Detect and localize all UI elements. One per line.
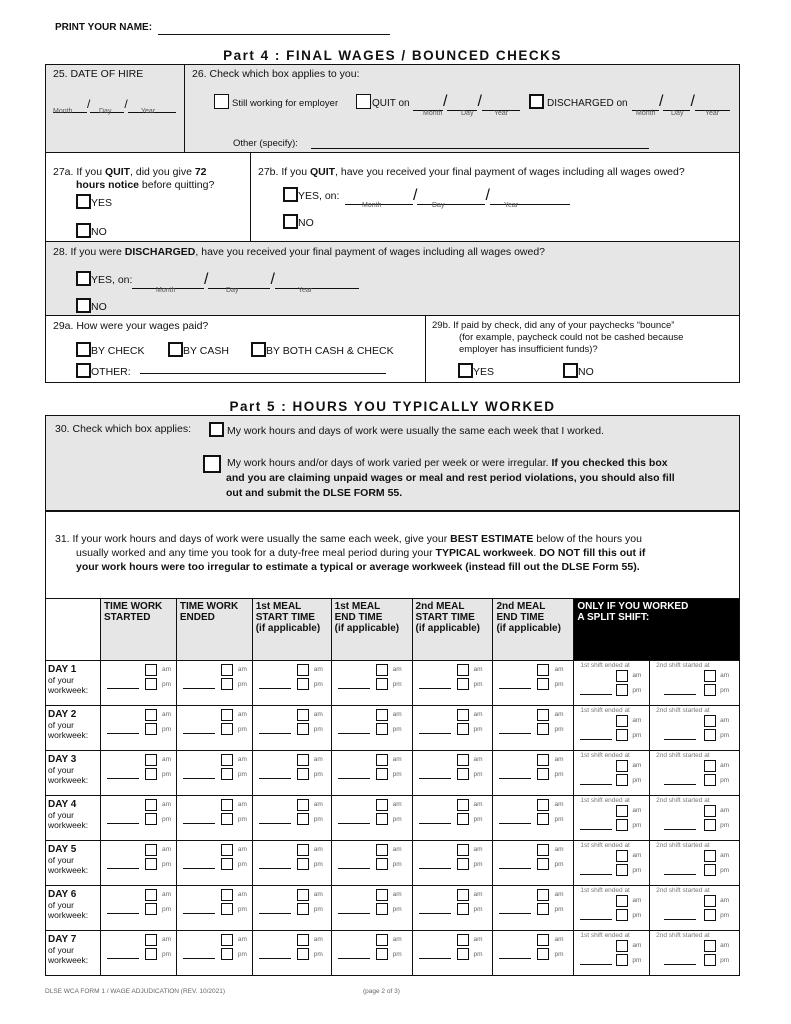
time-field[interactable] (419, 688, 451, 689)
day-label: DAY 1 of your workweek: (48, 664, 89, 695)
other-payment-field[interactable] (140, 362, 386, 374)
q27b-no-option[interactable]: NO (283, 213, 314, 231)
time-field[interactable] (419, 823, 451, 824)
time-field[interactable] (183, 733, 215, 734)
pm-checkbox[interactable] (297, 813, 309, 825)
pm-checkbox[interactable] (616, 684, 628, 696)
time-field[interactable] (419, 913, 451, 914)
time-field[interactable] (338, 688, 370, 689)
split-first-time-field[interactable] (580, 829, 612, 830)
time-field[interactable] (419, 958, 451, 959)
day-row: DAY 7 of your workweek: am pm am pm am pm am pm am pm am pm 1st shift ended at am pm 2nd shift started at am pm (46, 931, 740, 976)
time-field[interactable] (183, 778, 215, 779)
time-field[interactable] (259, 913, 291, 914)
split-first-label: 1st shift ended at (580, 707, 630, 714)
pm-checkbox[interactable] (376, 858, 388, 870)
pm-checkbox[interactable] (457, 858, 469, 870)
pm-checkbox[interactable] (376, 948, 388, 960)
q29b-yes-option[interactable]: YES (458, 362, 494, 380)
pm-checkbox[interactable] (616, 864, 628, 876)
q29b-no-option[interactable]: NO (563, 362, 594, 380)
time-field[interactable] (499, 688, 531, 689)
split-second-time-field[interactable] (664, 784, 696, 785)
part4-title: Part 4 : FINAL WAGES / BOUNCED CHECKS (223, 48, 562, 63)
pm-checkbox[interactable] (457, 723, 469, 735)
q30-label: 30. Check which box applies: (55, 423, 191, 435)
pm-checkbox[interactable] (537, 723, 549, 735)
pm-checkbox[interactable] (145, 723, 157, 735)
split-second-label: 2nd shift started at (656, 887, 710, 894)
q27a-yes-option[interactable]: YES (76, 193, 112, 211)
pm-checkbox[interactable] (616, 729, 628, 741)
time-field[interactable] (338, 913, 370, 914)
am-checkbox[interactable] (704, 715, 716, 727)
q30-varied-checkbox[interactable] (203, 455, 221, 473)
day-label: DAY 7 of your workweek: (48, 934, 89, 965)
pm-checkbox[interactable] (221, 858, 233, 870)
am-checkbox[interactable] (221, 664, 233, 676)
other-specify-field[interactable] (311, 138, 649, 149)
time-field[interactable] (499, 868, 531, 869)
time-field[interactable] (183, 868, 215, 869)
split-second-label: 2nd shift started at (656, 752, 710, 759)
am-checkbox[interactable] (376, 799, 388, 811)
am-checkbox[interactable] (297, 934, 309, 946)
time-field[interactable] (183, 958, 215, 959)
by-both-option[interactable]: BY BOTH CASH & CHECK (251, 341, 394, 359)
by-cash-option[interactable]: BY CASH (168, 341, 229, 359)
split-first-label: 1st shift ended at (580, 662, 630, 669)
split-second-time-field[interactable] (664, 919, 696, 920)
pm-checkbox[interactable] (376, 678, 388, 690)
am-checkbox[interactable] (297, 664, 309, 676)
am-checkbox[interactable] (297, 799, 309, 811)
am-checkbox[interactable] (704, 850, 716, 862)
am-checkbox[interactable] (297, 709, 309, 721)
pm-checkbox[interactable] (616, 774, 628, 786)
pm-checkbox[interactable] (704, 729, 716, 741)
time-field[interactable] (499, 778, 531, 779)
pm-checkbox[interactable] (297, 858, 309, 870)
col-header: 2nd MEAL START TIME (if applicable) (412, 599, 493, 661)
q27a-label: 27a. If you QUIT, did you give 72 hours notice before quitting? (53, 166, 215, 191)
pm-checkbox[interactable] (704, 954, 716, 966)
time-field[interactable] (107, 778, 139, 779)
split-second-time-field[interactable] (664, 874, 696, 875)
am-checkbox[interactable] (145, 754, 157, 766)
am-checkbox[interactable] (221, 754, 233, 766)
am-checkbox[interactable] (704, 940, 716, 952)
am-checkbox[interactable] (537, 889, 549, 901)
time-field[interactable] (419, 733, 451, 734)
split-second-time-field[interactable] (664, 829, 696, 830)
pm-checkbox[interactable] (537, 858, 549, 870)
am-checkbox[interactable] (376, 889, 388, 901)
discharged-date-field[interactable]: / / (632, 93, 730, 111)
am-checkbox[interactable] (616, 895, 628, 907)
am-checkbox[interactable] (145, 844, 157, 856)
am-checkbox[interactable] (145, 799, 157, 811)
col-header: TIME WORK ENDED (176, 599, 252, 661)
pm-checkbox[interactable] (221, 813, 233, 825)
time-field[interactable] (338, 868, 370, 869)
pm-checkbox[interactable] (704, 864, 716, 876)
q28-no-option[interactable]: NO (76, 297, 107, 315)
time-field[interactable] (499, 913, 531, 914)
pm-checkbox[interactable] (221, 903, 233, 915)
am-checkbox[interactable] (616, 940, 628, 952)
am-checkbox[interactable] (457, 709, 469, 721)
am-checkbox[interactable] (145, 889, 157, 901)
pm-checkbox[interactable] (145, 858, 157, 870)
day-row: DAY 5 of your workweek: am pm am pm am pm am pm am pm am pm 1st shift ended at am pm 2nd shift started at am pm (46, 841, 740, 886)
pm-checkbox[interactable] (457, 678, 469, 690)
time-field[interactable] (107, 823, 139, 824)
split-first-time-field[interactable] (580, 694, 612, 695)
pm-checkbox[interactable] (221, 678, 233, 690)
am-checkbox[interactable] (704, 670, 716, 682)
pm-checkbox[interactable] (221, 768, 233, 780)
time-field[interactable] (259, 778, 291, 779)
still-working-checkbox (214, 94, 229, 109)
pm-checkbox[interactable] (704, 684, 716, 696)
time-field[interactable] (107, 913, 139, 914)
time-field[interactable] (259, 823, 291, 824)
q30-varied-text: My work hours and/or days of work varied per week or were irregular. If you checked this box and you are claiming unpaid wages or meal and rest period violations, you should also fill out and submit the DLSE FORM 55. (226, 457, 675, 499)
other-payment-option[interactable]: OTHER: (76, 362, 131, 380)
split-first-label: 1st shift ended at (580, 752, 630, 759)
am-checkbox[interactable] (221, 844, 233, 856)
pm-checkbox[interactable] (145, 903, 157, 915)
q25-label: 25. DATE OF HIRE (53, 68, 144, 80)
q30-same-option[interactable]: My work hours and days of work were usually the same each week that I worked. (209, 421, 604, 439)
time-field[interactable] (259, 868, 291, 869)
am-checkbox[interactable] (537, 664, 549, 676)
pm-checkbox[interactable] (616, 954, 628, 966)
am-checkbox[interactable] (537, 844, 549, 856)
pm-checkbox[interactable] (145, 948, 157, 960)
am-checkbox[interactable] (376, 709, 388, 721)
am-checkbox[interactable] (616, 805, 628, 817)
time-field[interactable] (259, 958, 291, 959)
pm-checkbox[interactable] (297, 903, 309, 915)
pm-checkbox[interactable] (457, 768, 469, 780)
day-label: DAY 4 of your workweek: (48, 799, 89, 830)
am-checkbox[interactable] (457, 889, 469, 901)
pm-checkbox[interactable] (457, 948, 469, 960)
q27b-date-field[interactable]: / / (345, 187, 570, 205)
other-specify-label: Other (specify): (233, 138, 298, 149)
am-checkbox[interactable] (704, 760, 716, 772)
am-checkbox[interactable] (221, 934, 233, 946)
time-field[interactable] (259, 688, 291, 689)
q31-text: 31. If your work hours and days of work were usually the same each week, give your BEST ESTIMATE below of the hours you usually worked and any time you took for a duty-free meal period during your TYPICAL workweek. DO NOT fill this out if your work hours were too irregular to estimate a typical or average workweek (instead fill out the DLSE Form 55). (55, 533, 646, 573)
q29a-label: 29a. How were your wages paid? (53, 320, 209, 332)
q27a-no-option[interactable]: NO (76, 222, 107, 240)
q28-date-field[interactable]: / / (132, 271, 359, 289)
split-first-time-field[interactable] (580, 739, 612, 740)
q26-label: 26. Check which box applies to you: (192, 68, 360, 80)
time-field[interactable] (183, 823, 215, 824)
am-checkbox[interactable] (221, 889, 233, 901)
q29b-label: 29b. If paid by check, did any of your paychecks “bounce” (for example, paycheck could not be cashed because employer has insufficient funds)? (432, 320, 684, 355)
am-checkbox[interactable] (297, 844, 309, 856)
am-checkbox[interactable] (537, 709, 549, 721)
split-first-label: 1st shift ended at (580, 887, 630, 894)
am-checkbox[interactable] (376, 664, 388, 676)
pm-checkbox[interactable] (537, 948, 549, 960)
am-checkbox[interactable] (376, 844, 388, 856)
col-header: 1st MEAL START TIME (if applicable) (252, 599, 331, 661)
am-checkbox[interactable] (704, 895, 716, 907)
time-field[interactable] (419, 778, 451, 779)
split-second-label: 2nd shift started at (656, 932, 710, 939)
am-checkbox[interactable] (457, 934, 469, 946)
col-header: 2nd MEAL END TIME (if applicable) (493, 599, 574, 661)
pm-checkbox[interactable] (457, 813, 469, 825)
am-checkbox[interactable] (616, 760, 628, 772)
quit-option[interactable]: QUIT on (356, 93, 410, 111)
am-checkbox[interactable] (297, 754, 309, 766)
time-field[interactable] (107, 868, 139, 869)
day-row: DAY 3 of your workweek: am pm am pm am pm am pm am pm am pm 1st shift ended at am pm 2nd shift started at am pm (46, 751, 740, 796)
time-field[interactable] (338, 733, 370, 734)
split-second-time-field[interactable] (664, 739, 696, 740)
am-checkbox[interactable] (376, 934, 388, 946)
time-field[interactable] (107, 688, 139, 689)
discharged-option[interactable]: DISCHARGED on (529, 93, 628, 111)
am-checkbox[interactable] (537, 799, 549, 811)
am-checkbox[interactable] (537, 934, 549, 946)
q28-yes-option[interactable]: YES, on: (76, 270, 132, 288)
discharged-checkbox (529, 94, 544, 109)
split-second-label: 2nd shift started at (656, 707, 710, 714)
time-field[interactable] (259, 733, 291, 734)
day-row: DAY 1 of your workweek: am pm am pm am pm am pm am pm am pm 1st shift ended at am pm 2nd shift started at am pm (46, 661, 740, 706)
time-field[interactable] (499, 733, 531, 734)
footer-page: (page 2 of 3) (363, 988, 400, 995)
pm-checkbox[interactable] (297, 678, 309, 690)
am-checkbox[interactable] (616, 850, 628, 862)
am-checkbox[interactable] (616, 715, 628, 727)
pm-checkbox[interactable] (457, 903, 469, 915)
day-row: DAY 6 of your workweek: am pm am pm am pm am pm am pm am pm 1st shift ended at am pm 2nd shift started at am pm (46, 886, 740, 931)
print-name-field[interactable] (158, 22, 390, 35)
split-second-label: 2nd shift started at (656, 662, 710, 669)
am-checkbox[interactable] (145, 664, 157, 676)
time-field[interactable] (338, 778, 370, 779)
split-first-time-field[interactable] (580, 874, 612, 875)
day-label: DAY 6 of your workweek: (48, 889, 89, 920)
am-checkbox[interactable] (376, 754, 388, 766)
split-first-label: 1st shift ended at (580, 842, 630, 849)
am-checkbox[interactable] (616, 670, 628, 682)
pm-checkbox[interactable] (297, 768, 309, 780)
print-name-label: PRINT YOUR NAME: (55, 22, 153, 33)
am-checkbox[interactable] (145, 709, 157, 721)
time-field[interactable] (499, 958, 531, 959)
pm-checkbox[interactable] (704, 774, 716, 786)
time-field[interactable] (338, 958, 370, 959)
split-first-label: 1st shift ended at (580, 932, 630, 939)
pm-checkbox[interactable] (376, 903, 388, 915)
split-second-time-field[interactable] (664, 964, 696, 965)
am-checkbox[interactable] (297, 889, 309, 901)
day-label: DAY 5 of your workweek: (48, 844, 89, 875)
pm-checkbox[interactable] (537, 678, 549, 690)
am-checkbox[interactable] (221, 799, 233, 811)
pm-checkbox[interactable] (704, 819, 716, 831)
day-label: DAY 3 of your workweek: (48, 754, 89, 785)
pm-checkbox[interactable] (537, 813, 549, 825)
pm-checkbox[interactable] (616, 909, 628, 921)
pm-checkbox[interactable] (145, 813, 157, 825)
part5-title: Part 5 : HOURS YOU TYPICALLY WORKED (229, 399, 556, 414)
time-field[interactable] (107, 958, 139, 959)
time-field[interactable] (183, 913, 215, 914)
split-first-time-field[interactable] (580, 964, 612, 965)
day-label: DAY 2 of your workweek: (48, 709, 89, 740)
am-checkbox[interactable] (457, 754, 469, 766)
split-second-label: 2nd shift started at (656, 797, 710, 804)
pm-checkbox[interactable] (616, 819, 628, 831)
split-first-time-field[interactable] (580, 784, 612, 785)
pm-checkbox[interactable] (145, 768, 157, 780)
pm-checkbox[interactable] (145, 678, 157, 690)
pm-checkbox[interactable] (297, 948, 309, 960)
q28-label: 28. If you were DISCHARGED, have you received your final payment of wages including all wages owed? (53, 246, 546, 258)
am-checkbox[interactable] (145, 934, 157, 946)
quit-date-field[interactable]: / / (413, 93, 520, 111)
pm-checkbox[interactable] (376, 813, 388, 825)
by-check-option[interactable]: BY CHECK (76, 341, 145, 359)
pm-checkbox[interactable] (221, 723, 233, 735)
hours-table (45, 598, 740, 976)
split-first-label: 1st shift ended at (580, 797, 630, 804)
footer-form-id: DLSE WCA FORM 1 / WAGE ADJUDICATION (REV. 10/2021) (45, 988, 225, 995)
pm-checkbox[interactable] (376, 768, 388, 780)
pm-checkbox[interactable] (704, 909, 716, 921)
day-row: DAY 2 of your workweek: am pm am pm am pm am pm am pm am pm 1st shift ended at am pm 2nd shift started at am pm (46, 706, 740, 751)
q27b-label: 27b. If you QUIT, have you received your final payment of wages including all wages owed? (258, 166, 685, 178)
am-checkbox[interactable] (457, 844, 469, 856)
still-working-option[interactable]: Still working for employer (214, 93, 338, 111)
quit-checkbox (356, 94, 371, 109)
pm-checkbox[interactable] (297, 723, 309, 735)
pm-checkbox[interactable] (221, 948, 233, 960)
time-field[interactable] (499, 823, 531, 824)
pm-checkbox[interactable] (376, 723, 388, 735)
hire-date-field[interactable]: / / (53, 95, 176, 113)
pm-checkbox[interactable] (537, 903, 549, 915)
time-field[interactable] (338, 823, 370, 824)
am-checkbox[interactable] (457, 664, 469, 676)
time-field[interactable] (419, 868, 451, 869)
am-checkbox[interactable] (457, 799, 469, 811)
col-header: 1st MEAL END TIME (if applicable) (331, 599, 412, 661)
time-field[interactable] (183, 688, 215, 689)
split-first-time-field[interactable] (580, 919, 612, 920)
q27b-yes-option[interactable]: YES, on: (283, 186, 339, 204)
pm-checkbox[interactable] (537, 768, 549, 780)
day-row: DAY 4 of your workweek: am pm am pm am pm am pm am pm am pm 1st shift ended at am pm 2nd shift started at am pm (46, 796, 740, 841)
split-second-time-field[interactable] (664, 694, 696, 695)
col-header: TIME WORK STARTED (100, 599, 176, 661)
split-second-label: 2nd shift started at (656, 842, 710, 849)
am-checkbox[interactable] (704, 805, 716, 817)
split-shift-header: ONLY IF YOU WORKED A SPLIT SHIFT: (574, 599, 740, 661)
am-checkbox[interactable] (537, 754, 549, 766)
time-field[interactable] (107, 733, 139, 734)
am-checkbox[interactable] (221, 709, 233, 721)
